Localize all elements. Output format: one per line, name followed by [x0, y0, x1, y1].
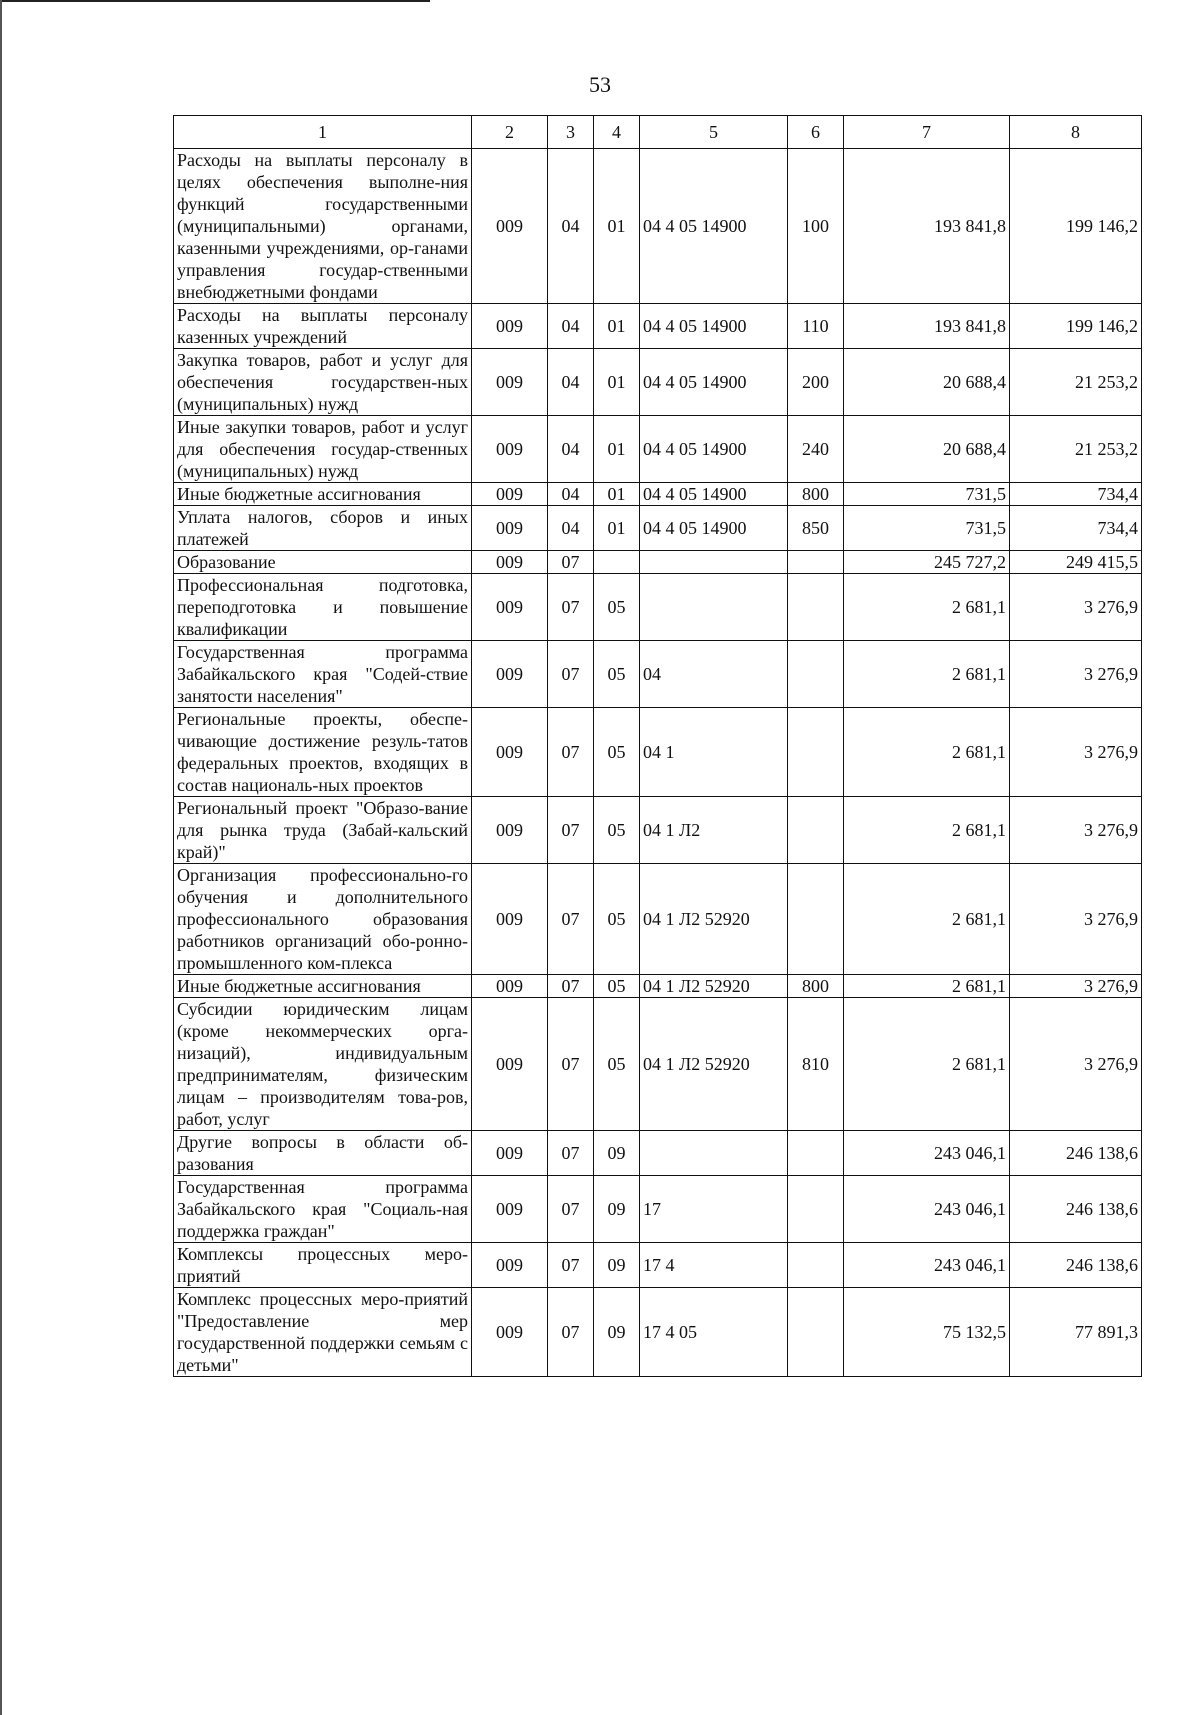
ministry-code-cell: 009 — [472, 551, 548, 574]
section-code-cell: 07 — [548, 641, 594, 708]
table-row — [174, 641, 1142, 708]
section-code-cell: 07 — [548, 1243, 594, 1288]
subsection-code-cell: 09 — [594, 1176, 640, 1243]
expense-type-cell — [788, 797, 844, 864]
table-row — [174, 1243, 1142, 1288]
row-name-cell: Расходы на выплаты персоналу казенных учреждений — [174, 304, 472, 349]
amount-year2-cell: 3 276,9 — [1010, 998, 1142, 1131]
table-row — [174, 1176, 1142, 1243]
amount-year1-cell: 2 681,1 — [844, 864, 1010, 975]
subsection-code-cell: 05 — [594, 574, 640, 641]
expense-type-cell — [788, 1176, 844, 1243]
amount-year1-cell: 243 046,1 — [844, 1176, 1010, 1243]
section-code-cell: 07 — [548, 1131, 594, 1176]
section-code-cell: 04 — [548, 349, 594, 416]
page-number: 53 — [589, 72, 611, 97]
ministry-code-cell: 009 — [472, 349, 548, 416]
table-row — [174, 998, 1142, 1131]
ministry-code-cell: 009 — [472, 998, 548, 1131]
section-code-cell: 07 — [548, 1288, 594, 1377]
row-name-cell: Комплексы процессных меро-приятий — [174, 1243, 472, 1288]
ministry-code-cell: 009 — [472, 304, 548, 349]
table-row — [174, 708, 1142, 797]
section-code-cell: 04 — [548, 416, 594, 483]
budget-table — [173, 115, 1142, 1377]
target-article-cell: 04 1 Л2 52920 — [640, 864, 788, 975]
amount-year1-cell: 243 046,1 — [844, 1131, 1010, 1176]
row-name-cell: Субсидии юридическим лицам (кроме некоммерческих орга-низаций), индивидуальным предпринимателям, физическим лицам – производителям това-ров, работ, услуг — [174, 998, 472, 1131]
expense-type-cell — [788, 1131, 844, 1176]
row-name-cell: Организация профессионально-го обучения и дополнительного профессионального образования работников организаций обо-ронно-промышленного ком-плекса — [174, 864, 472, 975]
section-code-cell: 04 — [548, 304, 594, 349]
row-name-cell: Профессиональная подготовка, переподготовка и повышение квалификации — [174, 574, 472, 641]
amount-year2-cell: 3 276,9 — [1010, 864, 1142, 975]
ministry-code-cell: 009 — [472, 506, 548, 551]
target-article-cell: 17 — [640, 1176, 788, 1243]
subsection-code-cell: 09 — [594, 1131, 640, 1176]
expense-type-cell: 110 — [788, 304, 844, 349]
ministry-code-cell: 009 — [472, 483, 548, 506]
subsection-code-cell: 01 — [594, 304, 640, 349]
table-row — [174, 483, 1142, 506]
section-code-cell: 07 — [548, 975, 594, 998]
ministry-code-cell: 009 — [472, 1131, 548, 1176]
section-code-cell: 04 — [548, 506, 594, 551]
target-article-cell — [640, 574, 788, 641]
target-article-cell: 04 4 05 14900 — [640, 149, 788, 304]
row-name-cell: Закупка товаров, работ и услуг для обеспечения государствен-ных (муниципальных) нужд — [174, 349, 472, 416]
section-code-cell: 07 — [548, 797, 594, 864]
row-name-cell: Комплекс процессных меро-приятий "Предоставление мер государственной поддержки семьям с детьми" — [174, 1288, 472, 1377]
amount-year1-cell: 75 132,5 — [844, 1288, 1010, 1377]
target-article-cell: 04 4 05 14900 — [640, 349, 788, 416]
expense-type-cell — [788, 708, 844, 797]
row-name-cell: Образование — [174, 551, 472, 574]
table-row — [174, 551, 1142, 574]
table-row — [174, 349, 1142, 416]
amount-year1-cell: 2 681,1 — [844, 797, 1010, 864]
subsection-code-cell: 01 — [594, 483, 640, 506]
row-name-cell: Расходы на выплаты персоналу в целях обеспечения выполне-ния функций государственными (муниципальными) органами, казенными учреждениями, ор-ганами управления государ-ственными внебюджетными фондами — [174, 149, 472, 304]
amount-year1-cell: 2 681,1 — [844, 708, 1010, 797]
target-article-cell: 04 4 05 14900 — [640, 506, 788, 551]
target-article-cell: 04 1 Л2 52920 — [640, 998, 788, 1131]
amount-year2-cell: 246 138,6 — [1010, 1176, 1142, 1243]
header-cell: 1 — [174, 116, 472, 149]
row-name-cell: Иные бюджетные ассигнования — [174, 483, 472, 506]
amount-year1-cell: 731,5 — [844, 506, 1010, 551]
row-name-cell: Другие вопросы в области об-разования — [174, 1131, 472, 1176]
expense-type-cell — [788, 641, 844, 708]
table-row — [174, 1131, 1142, 1176]
ministry-code-cell: 009 — [472, 149, 548, 304]
table-row — [174, 864, 1142, 975]
amount-year1-cell: 731,5 — [844, 483, 1010, 506]
subsection-code-cell: 05 — [594, 797, 640, 864]
amount-year2-cell: 77 891,3 — [1010, 1288, 1142, 1377]
table-row — [174, 1288, 1142, 1377]
subsection-code-cell: 01 — [594, 149, 640, 304]
expense-type-cell: 810 — [788, 998, 844, 1131]
amount-year2-cell: 734,4 — [1010, 483, 1142, 506]
subsection-code-cell: 09 — [594, 1243, 640, 1288]
target-article-cell: 04 — [640, 641, 788, 708]
amount-year2-cell: 3 276,9 — [1010, 708, 1142, 797]
subsection-code-cell — [594, 551, 640, 574]
amount-year1-cell: 193 841,8 — [844, 149, 1010, 304]
amount-year2-cell: 3 276,9 — [1010, 641, 1142, 708]
header-cell: 4 — [594, 116, 640, 149]
target-article-cell: 17 4 05 — [640, 1288, 788, 1377]
subsection-code-cell: 01 — [594, 506, 640, 551]
header-cell: 8 — [1010, 116, 1142, 149]
section-code-cell: 07 — [548, 998, 594, 1131]
target-article-cell: 17 4 — [640, 1243, 788, 1288]
subsection-code-cell: 05 — [594, 975, 640, 998]
section-code-cell: 04 — [548, 149, 594, 304]
section-code-cell: 07 — [548, 551, 594, 574]
target-article-cell — [640, 551, 788, 574]
expense-type-cell — [788, 1288, 844, 1377]
amount-year2-cell: 249 415,5 — [1010, 551, 1142, 574]
amount-year1-cell: 2 681,1 — [844, 998, 1010, 1131]
ministry-code-cell: 009 — [472, 864, 548, 975]
section-code-cell: 07 — [548, 1176, 594, 1243]
table-row — [174, 797, 1142, 864]
amount-year1-cell: 245 727,2 — [844, 551, 1010, 574]
scan-edge-left — [0, 0, 2, 1715]
header-cell: 6 — [788, 116, 844, 149]
ministry-code-cell: 009 — [472, 1288, 548, 1377]
section-code-cell: 07 — [548, 574, 594, 641]
table-row — [174, 416, 1142, 483]
scan-edge-top — [0, 0, 430, 2]
amount-year1-cell: 2 681,1 — [844, 641, 1010, 708]
subsection-code-cell: 05 — [594, 998, 640, 1131]
table-row — [174, 574, 1142, 641]
amount-year1-cell: 20 688,4 — [844, 416, 1010, 483]
header-cell: 2 — [472, 116, 548, 149]
ministry-code-cell: 009 — [472, 574, 548, 641]
amount-year2-cell: 246 138,6 — [1010, 1131, 1142, 1176]
expense-type-cell: 800 — [788, 483, 844, 506]
amount-year2-cell: 199 146,2 — [1010, 149, 1142, 304]
expense-type-cell — [788, 1243, 844, 1288]
amount-year1-cell: 2 681,1 — [844, 574, 1010, 641]
amount-year2-cell: 3 276,9 — [1010, 975, 1142, 998]
table-row — [174, 149, 1142, 304]
ministry-code-cell: 009 — [472, 1243, 548, 1288]
header-row — [174, 116, 1142, 149]
amount-year2-cell: 21 253,2 — [1010, 349, 1142, 416]
header-cell: 5 — [640, 116, 788, 149]
ministry-code-cell: 009 — [472, 1176, 548, 1243]
expense-type-cell: 850 — [788, 506, 844, 551]
row-name-cell: Региональные проекты, обеспе-чивающие достижение резуль-татов федеральных проектов, входящих в состав националь-ных проектов — [174, 708, 472, 797]
amount-year2-cell: 3 276,9 — [1010, 574, 1142, 641]
row-name-cell: Государственная программа Забайкальского края "Содей-ствие занятости населения" — [174, 641, 472, 708]
amount-year2-cell: 734,4 — [1010, 506, 1142, 551]
subsection-code-cell: 05 — [594, 641, 640, 708]
amount-year1-cell: 2 681,1 — [844, 975, 1010, 998]
ministry-code-cell: 009 — [472, 975, 548, 998]
target-article-cell: 04 4 05 14900 — [640, 304, 788, 349]
table-row — [174, 975, 1142, 998]
amount-year2-cell: 3 276,9 — [1010, 797, 1142, 864]
amount-year2-cell: 246 138,6 — [1010, 1243, 1142, 1288]
expense-type-cell: 800 — [788, 975, 844, 998]
target-article-cell: 04 4 05 14900 — [640, 416, 788, 483]
target-article-cell: 04 1 Л2 — [640, 797, 788, 864]
expense-type-cell — [788, 574, 844, 641]
target-article-cell: 04 4 05 14900 — [640, 483, 788, 506]
subsection-code-cell: 05 — [594, 708, 640, 797]
table-row — [174, 304, 1142, 349]
amount-year1-cell: 243 046,1 — [844, 1243, 1010, 1288]
amount-year1-cell: 20 688,4 — [844, 349, 1010, 416]
table-row — [174, 506, 1142, 551]
ministry-code-cell: 009 — [472, 708, 548, 797]
row-name-cell: Региональный проект "Образо-вание для рынка труда (Забай-кальский край)" — [174, 797, 472, 864]
ministry-code-cell: 009 — [472, 416, 548, 483]
section-code-cell: 07 — [548, 708, 594, 797]
amount-year2-cell: 21 253,2 — [1010, 416, 1142, 483]
row-name-cell: Иные закупки товаров, работ и услуг для обеспечения государ-ственных (муниципальных) нужд — [174, 416, 472, 483]
ministry-code-cell: 009 — [472, 797, 548, 864]
target-article-cell: 04 1 Л2 52920 — [640, 975, 788, 998]
subsection-code-cell: 01 — [594, 416, 640, 483]
section-code-cell: 07 — [548, 864, 594, 975]
expense-type-cell: 100 — [788, 149, 844, 304]
row-name-cell: Уплата налогов, сборов и иных платежей — [174, 506, 472, 551]
amount-year2-cell: 199 146,2 — [1010, 304, 1142, 349]
subsection-code-cell: 09 — [594, 1288, 640, 1377]
amount-year1-cell: 193 841,8 — [844, 304, 1010, 349]
subsection-code-cell: 05 — [594, 864, 640, 975]
expense-type-cell — [788, 864, 844, 975]
section-code-cell: 04 — [548, 483, 594, 506]
subsection-code-cell: 01 — [594, 349, 640, 416]
target-article-cell — [640, 1131, 788, 1176]
row-name-cell: Государственная программа Забайкальского края "Социаль-ная поддержка граждан" — [174, 1176, 472, 1243]
ministry-code-cell: 009 — [472, 641, 548, 708]
expense-type-cell: 240 — [788, 416, 844, 483]
header-cell: 3 — [548, 116, 594, 149]
target-article-cell: 04 1 — [640, 708, 788, 797]
row-name-cell: Иные бюджетные ассигнования — [174, 975, 472, 998]
header-cell: 7 — [844, 116, 1010, 149]
expense-type-cell: 200 — [788, 349, 844, 416]
expense-type-cell — [788, 551, 844, 574]
